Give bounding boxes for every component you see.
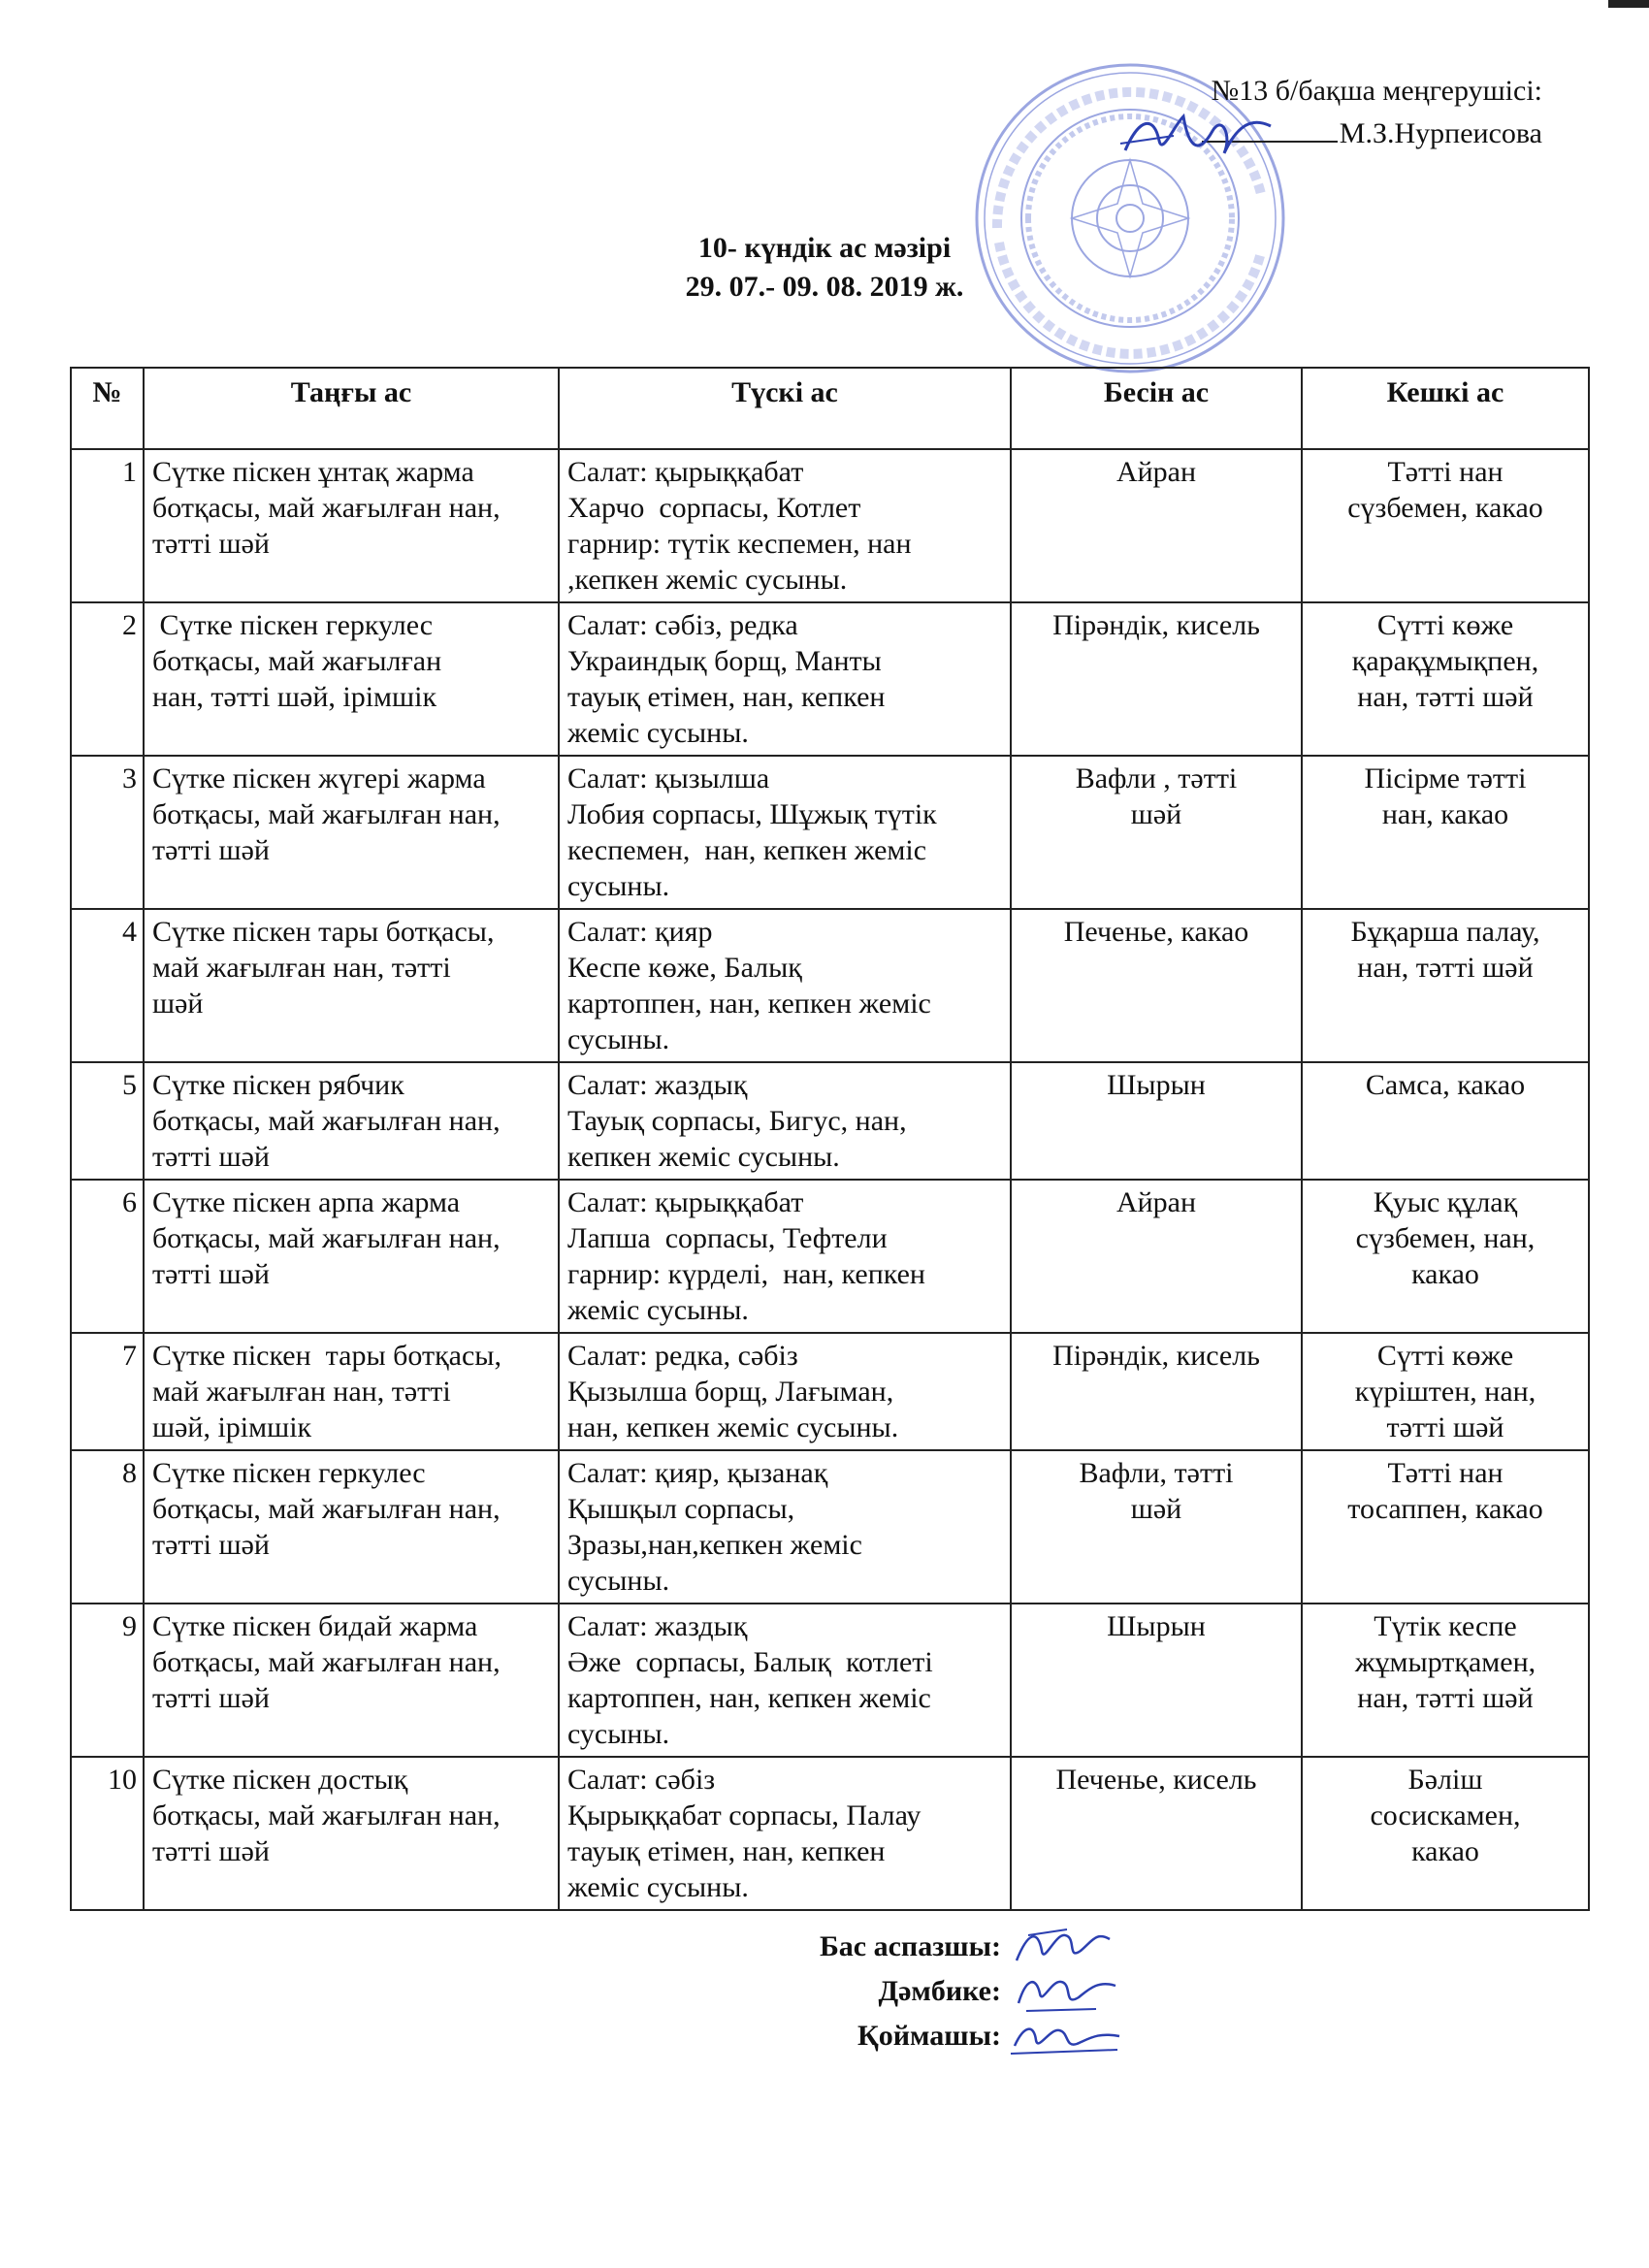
breakfast-text-line: ботқасы, май жағылған нан, — [152, 492, 501, 524]
menu-cell-num: 9 — [71, 1604, 144, 1757]
dinner-text-line: нан, тәтті шәй — [1357, 1682, 1534, 1714]
menu-cell-lunch — [559, 1604, 1011, 1757]
column-header: Түскі ас — [559, 368, 1011, 449]
breakfast-text-line: тәтті шәй — [152, 1835, 270, 1867]
table-row — [71, 1604, 1589, 1757]
menu-cell-lunch — [559, 1757, 1011, 1910]
table-row — [71, 909, 1589, 1062]
taster-signature-icon — [1009, 1966, 1125, 2017]
dinner-text-line: Сүтті көже — [1376, 609, 1514, 641]
menu-cell-snack — [1011, 1062, 1302, 1180]
snack-text-line: Вафли, тәтті — [1079, 1457, 1234, 1489]
lunch-text-line: Лобия сорпасы, Шұжық түтік — [567, 798, 937, 830]
menu-cell-lunch — [559, 756, 1011, 909]
table-body — [71, 449, 1589, 1910]
dinner-text-line: нан, тәтті шәй — [1357, 952, 1534, 984]
table-row — [71, 602, 1589, 756]
taster-label: Дәмбике: — [878, 1975, 1001, 2007]
menu-cell-snack — [1011, 602, 1302, 756]
lunch-text-line: Зразы,нан,кепкен жеміс — [567, 1529, 862, 1561]
lunch-text-line: Харчо сорпасы, Котлет — [567, 492, 861, 524]
taster-signature-row — [679, 1969, 1125, 2014]
menu-cell-lunch — [559, 1450, 1011, 1604]
column-header: Кешкі ас — [1302, 368, 1589, 449]
lunch-text-line: Әже сорпасы, Балық котлеті — [567, 1646, 933, 1678]
lunch-text-line: сусыны. — [567, 1565, 670, 1597]
menu-cell-num: 8 — [71, 1450, 144, 1604]
lunch-text-line: Қырыққабат сорпасы, Палау — [567, 1799, 922, 1831]
column-header: Таңғы ас — [144, 368, 559, 449]
snack-text-line: Айран — [1116, 456, 1197, 488]
table-row — [71, 756, 1589, 909]
lunch-text-line: тауық етімен, нан, кепкен — [567, 1835, 886, 1867]
snack-text-line: Печенье, кисель — [1055, 1764, 1257, 1796]
chef-signature-icon — [1009, 1922, 1125, 1972]
menu-cell-num: 3 — [71, 756, 144, 909]
table-row — [71, 449, 1589, 602]
breakfast-text-line: Сүтке піскен геркулес — [152, 1457, 426, 1489]
breakfast-text-line: тәтті шәй — [152, 528, 270, 560]
dinner-text-line: сүзбемен, какао — [1347, 492, 1543, 524]
menu-cell-dinner — [1302, 1450, 1589, 1604]
breakfast-text-line: Сүтке піскен рябчик — [152, 1069, 404, 1101]
menu-cell-lunch — [559, 449, 1011, 602]
chef-label: Бас аспазшы: — [819, 1930, 1001, 1962]
menu-cell-num: 4 — [71, 909, 144, 1062]
breakfast-text-line: Сүтке піскен бидай жарма — [152, 1610, 478, 1642]
approval-role: №13 б/бақша меңгерушісі: — [1211, 75, 1542, 107]
lunch-text-line: гарнир: түтік кеспемен, нан — [567, 528, 912, 560]
dinner-text-line: Тәтті нан — [1387, 1457, 1504, 1489]
lunch-text-line: жеміс сусыны. — [567, 1871, 749, 1903]
lunch-text-line: Салат: қырыққабат — [567, 456, 804, 488]
dinner-text-line: күріштен, нан, — [1354, 1376, 1536, 1408]
dinner-text-line: сүзбемен, нан, — [1355, 1222, 1536, 1254]
table-row — [71, 1333, 1589, 1450]
lunch-text-line: картоппен, нан, кепкен жеміс — [567, 988, 931, 1020]
dinner-text-line: Самса, какао — [1365, 1069, 1526, 1101]
breakfast-text-line: ботқасы, май жағылған нан, — [152, 798, 501, 830]
chef-signature-row — [679, 1925, 1125, 1969]
dinner-text-line: тосаппен, какао — [1347, 1493, 1543, 1525]
breakfast-text-line: Сүтке піскен жүгері жарма — [152, 762, 486, 794]
dinner-text-line: Бұқарша палау, — [1350, 916, 1540, 948]
table-row — [71, 1450, 1589, 1604]
menu-cell-snack — [1011, 1604, 1302, 1757]
approval-name: М.З.Нурпеисова — [1339, 117, 1542, 149]
signature-block — [679, 1925, 1125, 2058]
breakfast-text-line: ботқасы, май жағылған нан, — [152, 1646, 501, 1678]
menu-cell-snack — [1011, 1450, 1302, 1604]
menu-cell-breakfast — [144, 1062, 559, 1180]
breakfast-text-line: май жағылған нан, тәтті — [152, 1376, 451, 1408]
breakfast-text-line: Сүтке піскен арпа жарма — [152, 1186, 461, 1218]
menu-cell-snack — [1011, 1333, 1302, 1450]
breakfast-text-line: тәтті шәй — [152, 1529, 270, 1561]
menu-cell-snack — [1011, 1757, 1302, 1910]
menu-cell-num: 1 — [71, 449, 144, 602]
lunch-text-line: сусыны. — [567, 1718, 670, 1750]
menu-cell-num: 10 — [71, 1757, 144, 1910]
menu-cell-lunch — [559, 909, 1011, 1062]
breakfast-text-line: ботқасы, май жағылған нан, — [152, 1222, 501, 1254]
breakfast-text-line: нан, тәтті шәй, ірімшік — [152, 681, 437, 713]
table-header-row — [71, 368, 1589, 449]
lunch-text-line: Қызылша борщ, Лағыман, — [567, 1376, 894, 1408]
lunch-text-line: жеміс сусыны. — [567, 717, 749, 749]
menu-cell-dinner — [1302, 602, 1589, 756]
menu-cell-breakfast — [144, 909, 559, 1062]
snack-text-line: Шырын — [1107, 1610, 1206, 1642]
menu-cell-num: 5 — [71, 1062, 144, 1180]
snack-text-line: шәй — [1130, 1493, 1182, 1525]
table-row — [71, 1062, 1589, 1180]
lunch-text-line: гарнир: күрделі, нан, кепкен — [567, 1258, 925, 1290]
lunch-text-line: Салат: қияр, қызанақ — [567, 1457, 828, 1489]
menu-cell-breakfast — [144, 1604, 559, 1757]
lunch-text-line: кеспемен, нан, кепкен жеміс — [567, 834, 927, 866]
snack-text-line: Вафли , тәтті — [1075, 762, 1238, 794]
dinner-text-line: какао — [1411, 1258, 1479, 1290]
breakfast-text-line: май жағылған нан, тәтті — [152, 952, 451, 984]
dinner-text-line: какао — [1411, 1835, 1479, 1867]
lunch-text-line: тауық етімен, нан, кепкен — [567, 681, 886, 713]
lunch-text-line: Қышқыл сорпасы, — [567, 1493, 795, 1525]
menu-cell-lunch — [559, 602, 1011, 756]
dinner-text-line: Бәліш — [1407, 1764, 1483, 1796]
lunch-text-line: Лапша сорпасы, Тефтели — [567, 1222, 888, 1254]
table-row — [71, 1757, 1589, 1910]
document-header — [0, 229, 1649, 307]
lunch-text-line: ,кепкен жеміс сусыны. — [567, 564, 848, 596]
breakfast-text-line: Сүтке піскен достық — [152, 1764, 408, 1796]
dinner-text-line: қарақұмықпен, — [1351, 645, 1539, 677]
menu-cell-breakfast — [144, 449, 559, 602]
page-title: 10- күндік ас мәзірі — [697, 232, 952, 264]
menu-cell-dinner — [1302, 1062, 1589, 1180]
head-signature-icon — [1116, 97, 1280, 175]
lunch-text-line: нан, кепкен жеміс сусыны. — [567, 1411, 899, 1443]
lunch-text-line: Салат: қияр — [567, 916, 713, 948]
lunch-text-line: Салат: редка, сәбіз — [567, 1340, 798, 1372]
lunch-text-line: Украиндық борщ, Манты — [567, 645, 882, 677]
menu-cell-snack — [1011, 449, 1302, 602]
breakfast-text-line: ботқасы, май жағылған нан, — [152, 1105, 501, 1137]
menu-cell-lunch — [559, 1333, 1011, 1450]
lunch-text-line: сусыны. — [567, 870, 670, 902]
breakfast-text-line: ботқасы, май жағылған — [152, 645, 442, 677]
dinner-text-line: Пісірме тәтті — [1364, 762, 1527, 794]
menu-cell-dinner — [1302, 1180, 1589, 1333]
breakfast-text-line: тәтті шәй — [152, 834, 270, 866]
snack-text-line: Айран — [1116, 1186, 1197, 1218]
breakfast-text-line: ботқасы, май жағылған нан, — [152, 1799, 501, 1831]
table-row — [71, 1180, 1589, 1333]
menu-cell-num: 2 — [71, 602, 144, 756]
menu-cell-snack — [1011, 1180, 1302, 1333]
snack-text-line: Пірәндік, кисель — [1052, 1340, 1260, 1372]
breakfast-text-line: шәй — [152, 988, 204, 1020]
menu-cell-breakfast — [144, 602, 559, 756]
breakfast-text-line: шәй, ірімшік — [152, 1411, 312, 1443]
lunch-text-line: Салат: сәбіз — [567, 1764, 716, 1796]
dinner-text-line: тәтті шәй — [1386, 1411, 1504, 1443]
dinner-text-line: Түтік кеспе — [1374, 1610, 1517, 1642]
menu-cell-dinner — [1302, 756, 1589, 909]
lunch-text-line: Салат: сәбіз, редка — [567, 609, 798, 641]
lunch-text-line: кепкен жеміс сусыны. — [567, 1141, 840, 1173]
dinner-text-line: Сүтті көже — [1376, 1340, 1514, 1372]
lunch-text-line: сусыны. — [567, 1023, 670, 1055]
menu-cell-breakfast — [144, 756, 559, 909]
lunch-text-line: Салат: жаздық — [567, 1069, 748, 1101]
menu-cell-lunch — [559, 1062, 1011, 1180]
snack-text-line: шәй — [1130, 798, 1182, 830]
lunch-text-line: картоппен, нан, кепкен жеміс — [567, 1682, 931, 1714]
breakfast-text-line: Сүтке піскен тары ботқасы, — [152, 916, 495, 948]
column-header: Бесін ас — [1011, 368, 1302, 449]
menu-cell-breakfast — [144, 1180, 559, 1333]
menu-cell-snack — [1011, 756, 1302, 909]
breakfast-text-line: Сүтке піскен ұнтақ жарма — [152, 456, 474, 488]
dinner-text-line: жұмыртқамен, — [1354, 1646, 1536, 1678]
lunch-text-line: Салат: қырыққабат — [567, 1186, 804, 1218]
breakfast-text-line: тәтті шәй — [152, 1141, 270, 1173]
menu-cell-dinner — [1302, 909, 1589, 1062]
dinner-text-line: сосискамен, — [1370, 1799, 1521, 1831]
menu-cell-num: 6 — [71, 1180, 144, 1333]
menu-table — [70, 367, 1590, 1911]
storekeeper-signature-icon — [1009, 2011, 1125, 2061]
menu-cell-dinner — [1302, 1333, 1589, 1450]
menu-cell-breakfast — [144, 1757, 559, 1910]
breakfast-text-line: тәтті шәй — [152, 1682, 270, 1714]
lunch-text-line: Кеспе көже, Балық — [567, 952, 802, 984]
lunch-text-line: Салат: жаздық — [567, 1610, 748, 1642]
scan-corner-mark — [1608, 0, 1649, 8]
menu-cell-dinner — [1302, 1604, 1589, 1757]
storekeeper-signature-row — [679, 2014, 1125, 2058]
snack-text-line: Шырын — [1107, 1069, 1206, 1101]
dinner-text-line: Тәтті нан — [1387, 456, 1504, 488]
column-header: № — [71, 368, 144, 449]
snack-text-line: Пірәндік, кисель — [1052, 609, 1260, 641]
storekeeper-label: Қоймашы: — [857, 2020, 1001, 2052]
breakfast-text-line: Сүтке піскен геркулес — [152, 609, 434, 641]
breakfast-text-line: Сүтке піскен тары ботқасы, — [152, 1340, 501, 1372]
date-range: 29. 07.- 09. 08. 2019 ж. — [685, 271, 964, 303]
dinner-text-line: Қуыс құлақ — [1373, 1186, 1518, 1218]
menu-cell-snack — [1011, 909, 1302, 1062]
menu-cell-dinner — [1302, 449, 1589, 602]
dinner-text-line: нан, тәтті шәй — [1357, 681, 1534, 713]
menu-cell-num: 7 — [71, 1333, 144, 1450]
menu-cell-breakfast — [144, 1333, 559, 1450]
menu-cell-breakfast — [144, 1450, 559, 1604]
breakfast-text-line: тәтті шәй — [152, 1258, 270, 1290]
menu-cell-lunch — [559, 1180, 1011, 1333]
lunch-text-line: жеміс сусыны. — [567, 1294, 749, 1326]
lunch-text-line: Салат: қызылша — [567, 762, 770, 794]
snack-text-line: Печенье, какао — [1063, 916, 1249, 948]
menu-cell-dinner — [1302, 1757, 1589, 1910]
breakfast-text-line: ботқасы, май жағылған нан, — [152, 1493, 501, 1525]
dinner-text-line: нан, какао — [1381, 798, 1509, 830]
lunch-text-line: Тауық сорпасы, Бигус, нан, — [567, 1105, 907, 1137]
